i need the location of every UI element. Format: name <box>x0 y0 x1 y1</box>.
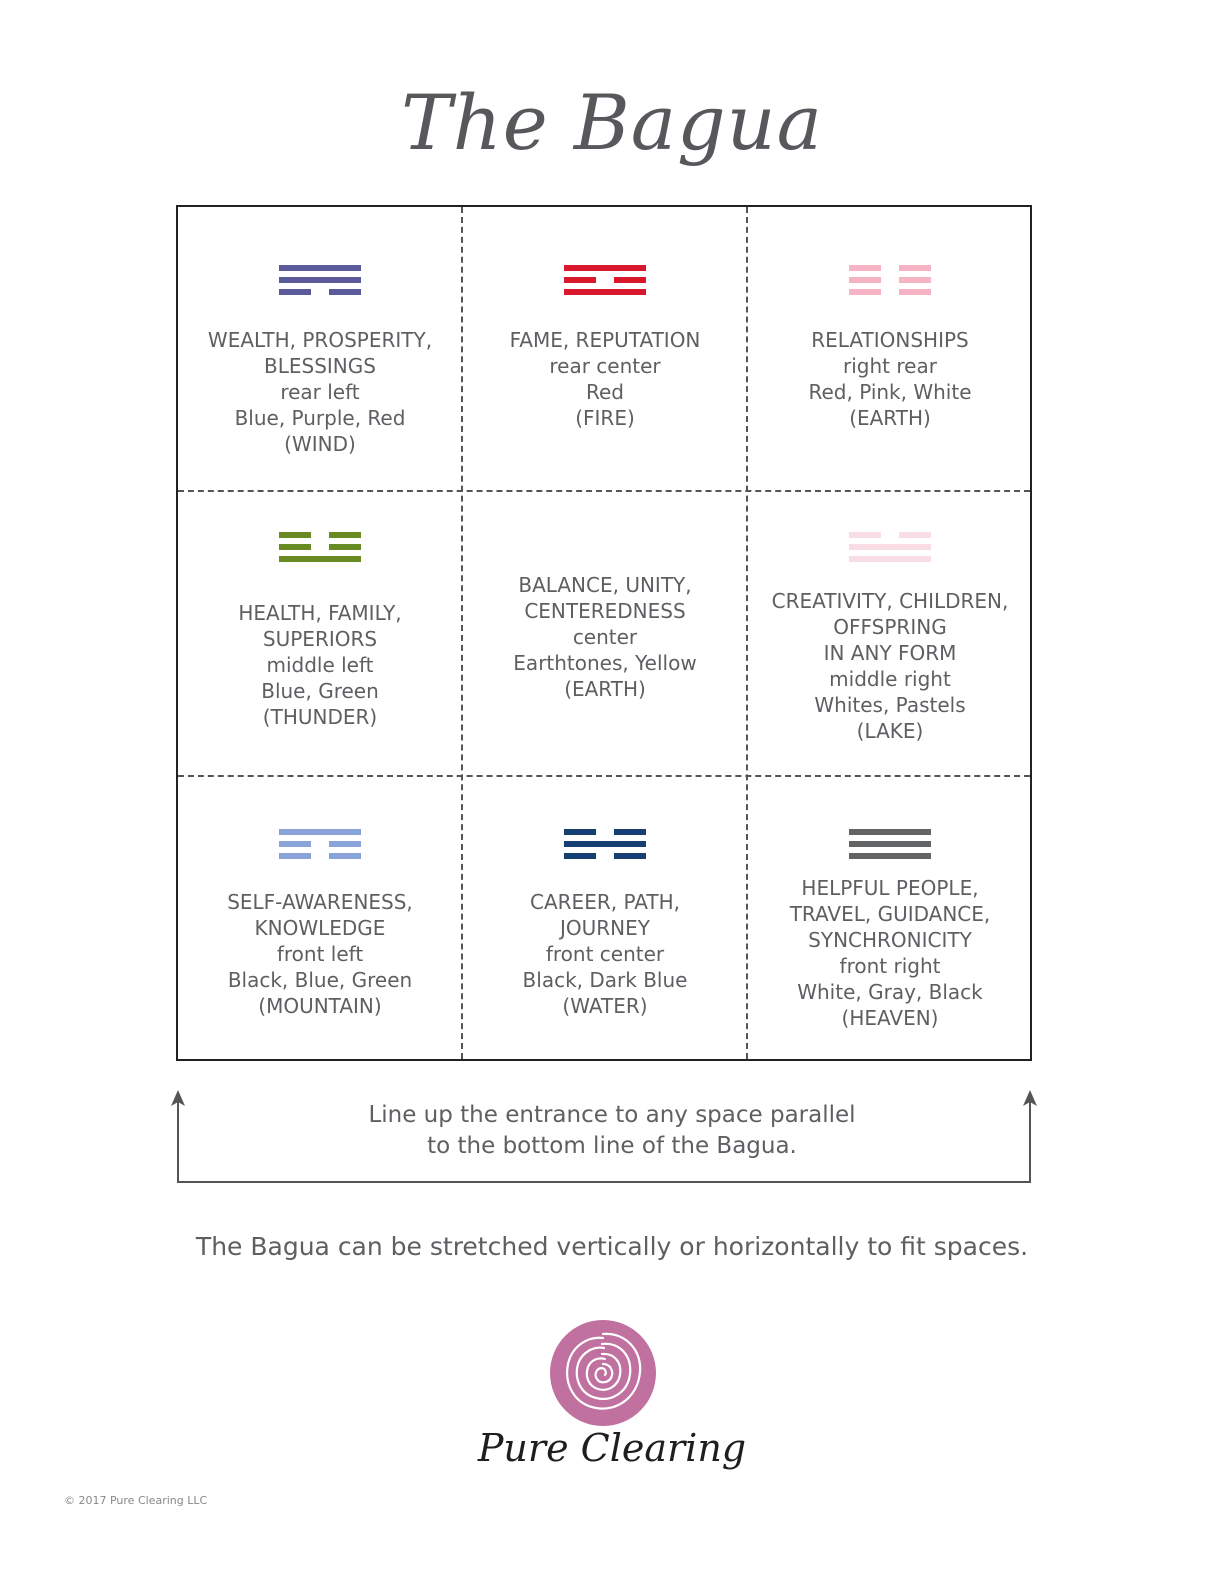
entrance-note-line-2: to the bottom line of the Bagua. <box>427 1133 797 1159</box>
cell-text-line: middle right <box>829 667 951 691</box>
cell-text-line: rear left <box>280 380 360 404</box>
cell-text-line: BLESSINGS <box>264 354 376 378</box>
cell-text-line: SYNCHRONICITY <box>808 928 972 952</box>
cell-text-line: (EARTH) <box>564 677 646 701</box>
cell-text-line: (WATER) <box>562 994 648 1018</box>
cell-text-line: middle left <box>266 653 374 677</box>
cell-text-line: WEALTH, PROSPERITY, <box>207 328 433 352</box>
cell-text-line: CAREER, PATH, <box>530 890 680 914</box>
cell-text-line: SELF-AWARENESS, <box>227 890 413 914</box>
cell-text-line: Red, Pink, White <box>808 380 972 404</box>
brand-wordmark: Pure Clearing <box>477 1426 747 1470</box>
cell-text-line: CENTEREDNESS <box>524 599 686 623</box>
cell-text-line: Black, Dark Blue <box>522 968 688 992</box>
rose-logo-icon <box>550 1320 656 1426</box>
cell-text-line: IN ANY FORM <box>823 641 957 665</box>
cell-text-line: front center <box>545 942 665 966</box>
cell-text-line: (LAKE) <box>856 719 924 743</box>
cell-text-line: OFFSPRING <box>833 615 947 639</box>
cell-text-line: (FIRE) <box>575 406 635 430</box>
copyright-text: © 2017 Pure Clearing LLC <box>64 1494 208 1507</box>
cell-text-line: White, Gray, Black <box>797 980 983 1004</box>
cell-text-line: Blue, Purple, Red <box>234 406 406 430</box>
cell-text-line: KNOWLEDGE <box>254 916 386 940</box>
entrance-note-line-1: Line up the entrance to any space parallel <box>368 1102 856 1128</box>
cell-text-line: Earthtones, Yellow <box>513 651 697 675</box>
cell-text-line: (MOUNTAIN) <box>258 994 382 1018</box>
cell-text-line: Whites, Pastels <box>814 693 966 717</box>
cell-text-line: (WIND) <box>284 432 356 456</box>
cell-text-line: TRAVEL, GUIDANCE, <box>789 902 991 926</box>
cell-text-line: RELATIONSHIPS <box>811 328 969 352</box>
cell-text-line: front right <box>839 954 941 978</box>
cell-text-line: rear center <box>549 354 661 378</box>
cell-text-line: (EARTH) <box>849 406 931 430</box>
cell-text-line: JOURNEY <box>560 916 650 940</box>
cell-text-line: FAME, REPUTATION <box>509 328 701 352</box>
cell-text-line: BALANCE, UNITY, <box>518 573 692 597</box>
cell-text-line: center <box>572 625 638 649</box>
cell-text-line: (THUNDER) <box>262 705 378 729</box>
cell-text-line: front left <box>276 942 364 966</box>
cell-text-line: right rear <box>843 354 937 378</box>
cell-text-line: HELPFUL PEOPLE, <box>801 876 979 900</box>
stretch-note: The Bagua can be stretched vertically or horizontally to fit spaces. <box>195 1232 1029 1261</box>
cell-text-line: Red <box>586 380 624 404</box>
cell-text-line: SUPERIORS <box>262 627 378 651</box>
cell-text-line: (HEAVEN) <box>841 1006 939 1030</box>
cell-text-line: Blue, Green <box>261 679 379 703</box>
cell-text-line: CREATIVITY, CHILDREN, <box>771 589 1009 613</box>
cell-text-line: Black, Blue, Green <box>227 968 413 992</box>
page-title: The Bagua <box>401 78 823 167</box>
cell-text-line: HEALTH, FAMILY, <box>238 601 402 625</box>
